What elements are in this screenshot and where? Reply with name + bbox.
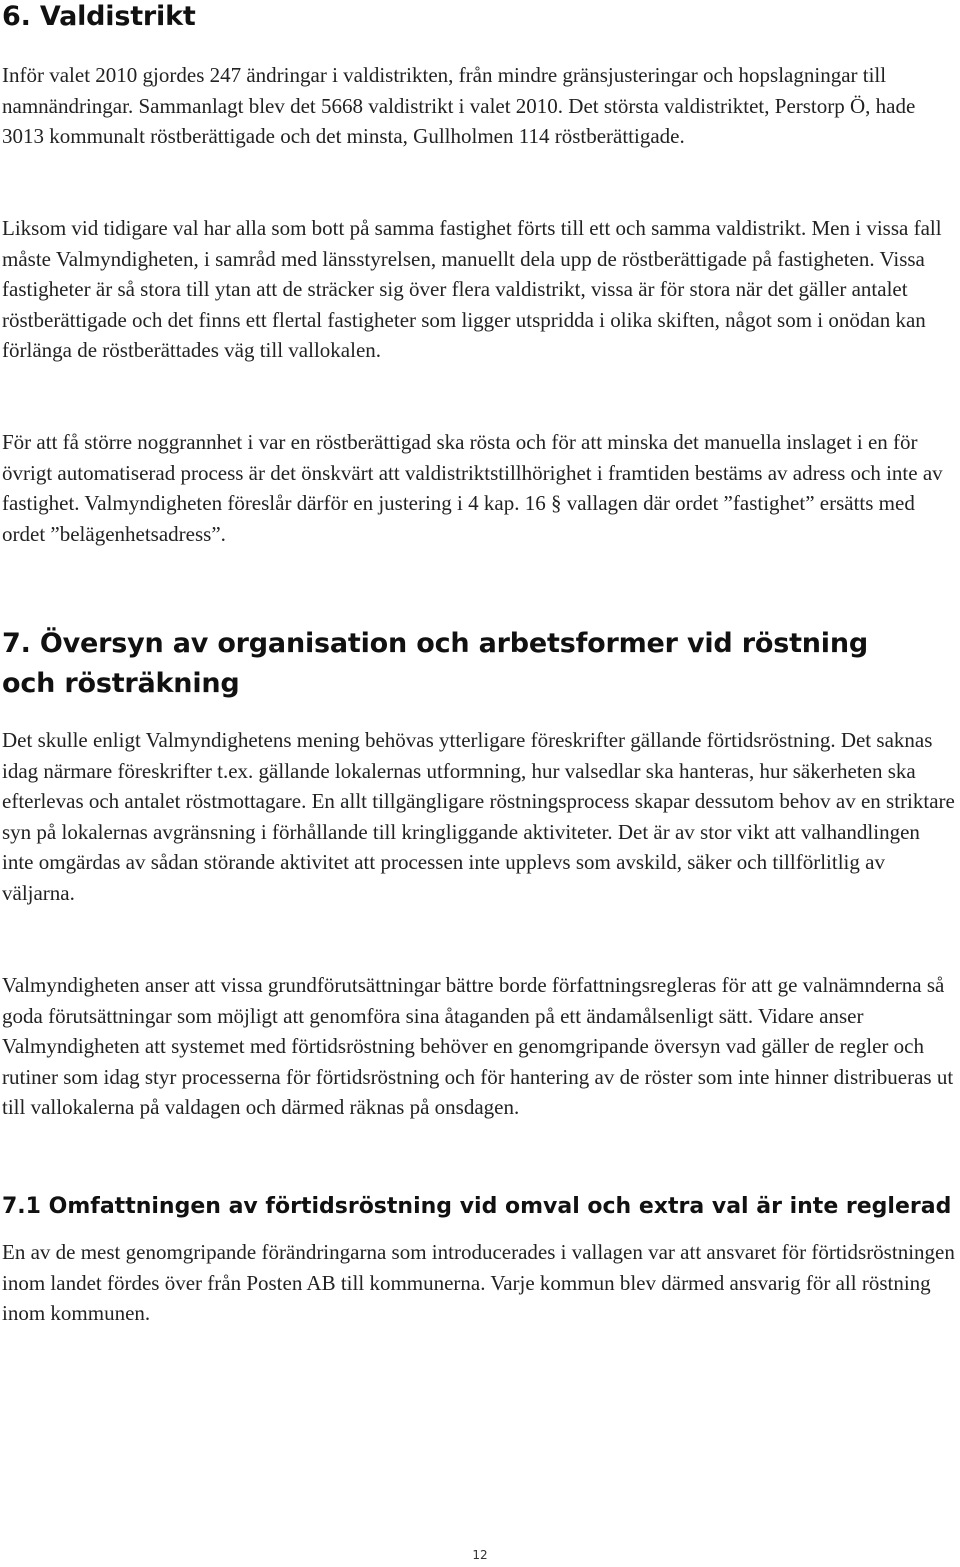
subsection-heading-omfattningen: 7.1 Omfattningen av förtidsröstning vid omval och extra val är inte reglerad: [2, 1194, 952, 1219]
paragraph: En av de mest genomgripande förändringarna som introducerades i vallagen var att ansvaret för förtidsröstningen inom landet fördes över från Posten AB till kommunerna. Varje kommun blev därmed ansvarig för all röstning inom kommunen.: [2, 1240, 955, 1325]
paragraph: Det skulle enligt Valmyndighetens mening behövas ytterligare föreskrifter gällande förtidsröstning. Det saknas idag närmare föreskrifter t.ex. gällande lokalernas utformning, hur valsedlar ska hanteras, hur säkerheten ska efterlevas och antalet röstmottagare. En allt tillgängligare röstningsprocess skapar dessutom behov av en striktare syn på lokalernas avgränsning i förhållande till kringliggande aktiviteter. Det är av stor vikt att valhandlingen inte omgärdas av sådan störande aktivitet att processen inte upplevs som avskild, säker och tillförlitlig av väljarna.: [2, 728, 955, 905]
section-heading-oversyn: 7. Översyn av organisation och arbetsformer vid röstning och rösträkning: [2, 628, 868, 699]
paragraph: Inför valet 2010 gjordes 247 ändringar i valdistrikten, från mindre gränsjusteringar och hopslagningar till namnändringar. Sammanlagt blev det 5668 valdistrikt i valet 2010. Det största valdistriktet, Perstorp Ö, hade 3013 kommunalt röstberättigade och det minsta, Gullholmen 114 röstberättigade.: [2, 63, 916, 148]
section-heading-valdistrikt: 6. Valdistrikt: [2, 1, 196, 32]
page-number: 12: [472, 1548, 488, 1562]
paragraph: Liksom vid tidigare val har alla som bott på samma fastighet förts till ett och samma valdistrikt. Men i vissa fall måste Valmyndigheten, i samråd med länsstyrelsen, manuellt dela upp de röstberättigade på fastigheten. Vissa fastigheter är så stora till ytan att de sträcker sig över flera valdistrikt, vissa är för stora när det gäller antalet röstberättigade och det finns ett flertal fastigheter som ligger utspridda i olika skiften, något som i onödan kan förlänga de röstberättades väg till vallokalen.: [2, 216, 942, 362]
paragraph: För att få större noggrannhet i var en röstberättigad ska rösta och för att minska det manuella inslaget i en för övrigt automatiserad process är det önskvärt att valdistriktstillhörighet i framtiden bestäms av adress och inte av fastighet. Valmyndigheten föreslår därför en justering i 4 kap. 16 § vallagen där ordet ”fastighet” ersätts med ordet ”belägenhetsadress”.: [2, 430, 943, 546]
paragraph: Valmyndigheten anser att vissa grundförutsättningar bättre borde författningsregleras för att ge valnämnderna så goda förutsättningar som möjligt att genomföra sina åtaganden på ett ändamålsenligt sätt. Vidare anser Valmyndigheten att systemet med förtidsröstning behöver en genomgripande översyn vad gäller de regler och rutiner som idag styr processerna för förtidsröstning och för hantering av de röster som inte hinner distribueras ut till vallokalerna på valdagen och därmed räknas på onsdagen.: [2, 973, 954, 1119]
